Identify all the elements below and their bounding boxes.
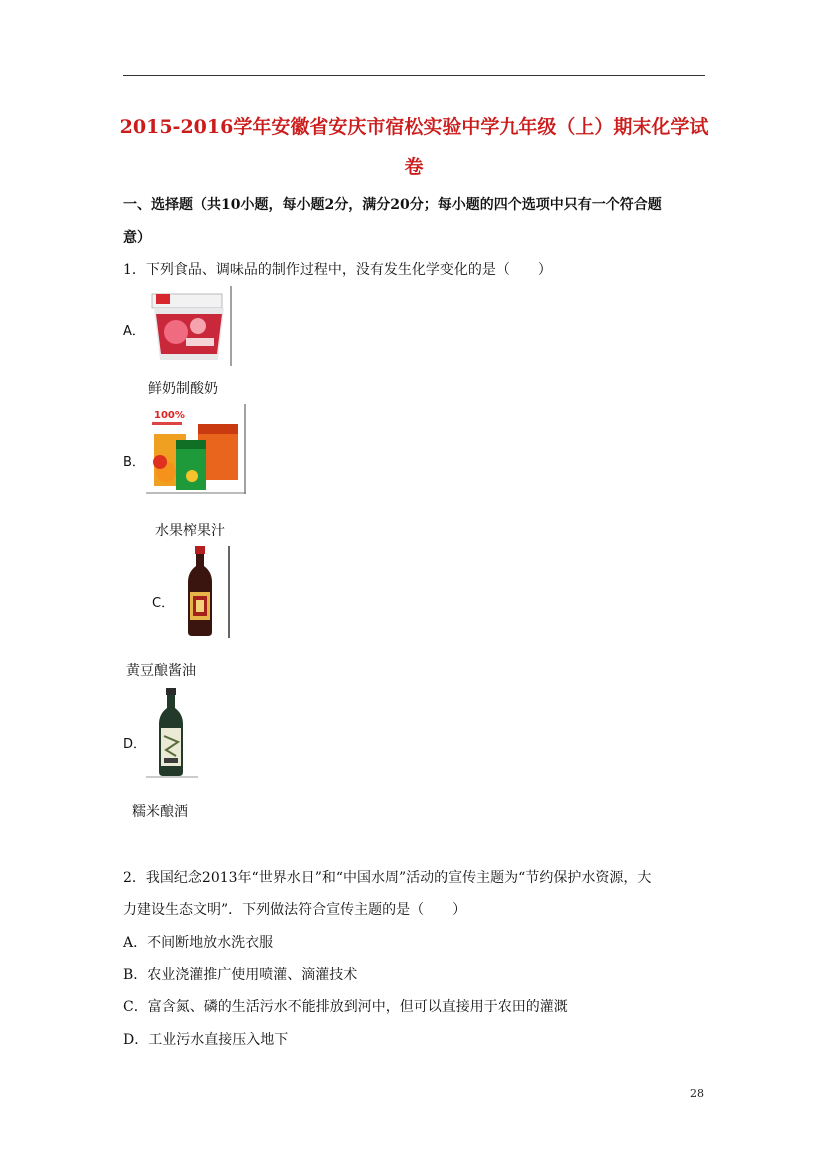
section-heading-line2: 意）	[123, 230, 151, 246]
page-number: 28	[690, 1087, 704, 1100]
option-d-letter: D．	[123, 737, 147, 752]
question-2-option-a: A．不间断地放水洗衣服	[123, 935, 274, 951]
option-a-letter: A．	[123, 324, 145, 339]
header-rule	[123, 75, 705, 76]
question-1-stem: 1．下列食品、调味品的制作过程中，没有发生化学变化的是（ ）	[123, 262, 552, 278]
option-a-caption: 鲜奶制酸奶	[148, 381, 218, 397]
question-2-option-d: D．工业污水直接压入地下	[123, 1032, 289, 1048]
option-c-caption: 黄豆酿酱油	[126, 663, 196, 679]
page-title-line1: 2015-2016学年安徽省安庆市宿松实验中学九年级（上）期末化学试	[119, 116, 709, 138]
svg-text:100%: 100%	[154, 410, 185, 421]
rice-wine-bottle-image	[146, 686, 198, 778]
juice-boxes-image	[146, 404, 246, 494]
question-2-option-c: C．富含氮、磷的生活污水不能排放到河中，但可以直接用于农田的灌溉	[123, 999, 568, 1015]
option-c-letter: C．	[152, 596, 175, 611]
option-b-letter: B．	[123, 455, 145, 470]
option-b-caption: 水果榨果汁	[155, 523, 225, 539]
option-d-caption: 糯米酿酒	[132, 804, 188, 820]
yogurt-cup-image	[146, 286, 232, 366]
question-2-option-b: B．农业浇灌推广使用喷灌、滴灌技术	[123, 967, 358, 983]
question-2-stem-line2: 力建设生态文明”．下列做法符合宣传主题的是（ ）	[123, 902, 467, 918]
page-title-line2: 卷	[404, 156, 424, 178]
soy-sauce-bottle-image	[174, 546, 230, 638]
section-heading-line1: 一、选择题（共10小题，每小题2分，满分20分；每小题的四个选项中只有一个符合题	[123, 197, 662, 213]
question-2-stem-line1: 2．我国纪念2013年“世界水日”和“中国水周”活动的宣传主题为“节约保护水资源，大	[123, 870, 652, 886]
